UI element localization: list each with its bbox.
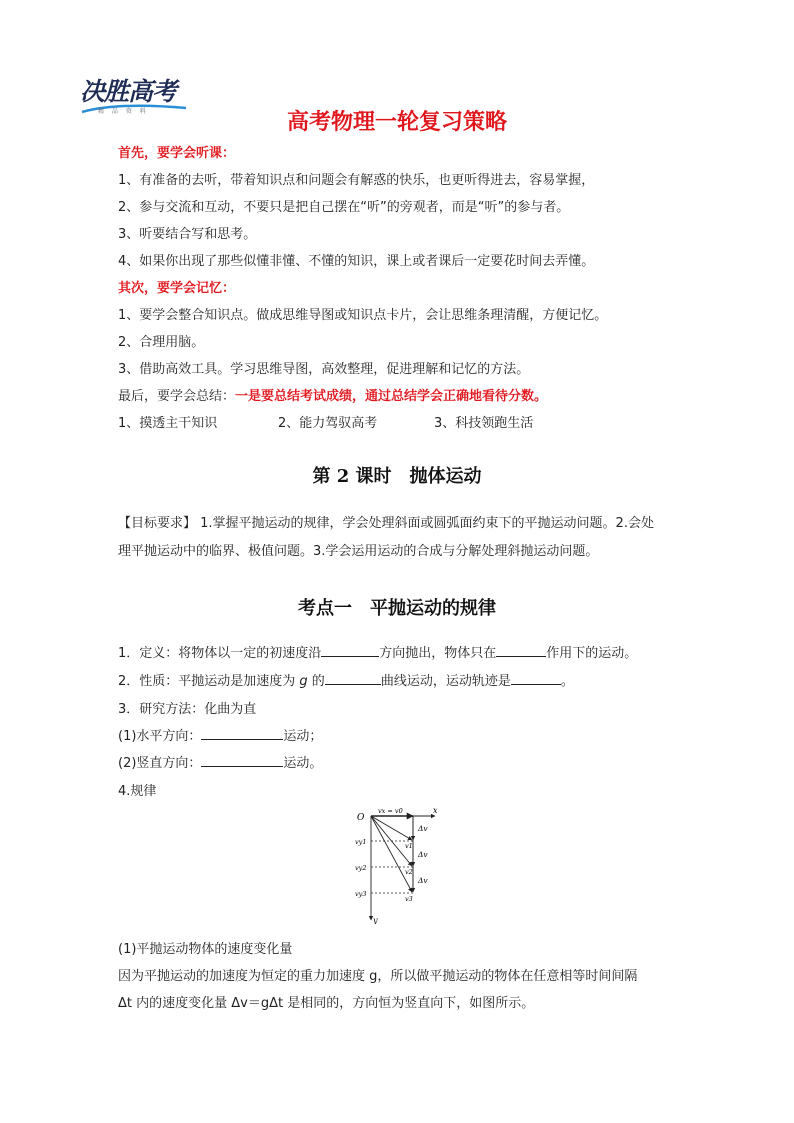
- final-red-text: 一是要总结考试成绩，通过总结学会正确地看待分数。: [235, 389, 548, 404]
- vert-text-b: 运动。: [283, 756, 323, 771]
- def-text-b: 方向抛出，物体只在: [379, 646, 497, 661]
- prop-text-c: 曲线运动，运动轨迹是: [380, 674, 511, 689]
- dv-label-1: Δv: [418, 824, 428, 833]
- blank-trajectory: [511, 672, 561, 685]
- definition-line: [118, 642, 637, 661]
- column-1: 1、摸透主干知识: [118, 416, 218, 431]
- law-line: 4.规律: [118, 784, 157, 799]
- main-title: 高考物理一轮复习策略: [286, 110, 507, 135]
- summary-columns: [118, 412, 533, 431]
- lesson-title: 第 2 课时 抛体运动: [312, 466, 482, 487]
- origin-label: O: [357, 813, 365, 823]
- vy1-label: vy1: [355, 838, 367, 846]
- x-axis-label: x: [433, 806, 438, 815]
- final-prefix: 最后，要学会总结：: [118, 389, 236, 404]
- goal-line-2: 理平抛运动中的临界、极值问题。3.学会运用运动的合成与分解处理斜抛运动问题。: [118, 544, 599, 559]
- vx-label: vx = v0: [378, 807, 403, 815]
- horiz-text-a: (1)水平方向：: [118, 729, 202, 744]
- blank-motion-type: [325, 672, 381, 685]
- column-3: 3、科技领跑生活: [434, 416, 534, 431]
- paragraph-line-2: Δt 内的速度变化量 Δv＝gΔt 是相同的，方向恒为竖直向下，如图所示。: [118, 996, 535, 1011]
- blank-direction: [321, 644, 379, 657]
- horizontal-line: [118, 725, 322, 744]
- memory-item-2: 2、合理用脑。: [118, 335, 205, 350]
- vy2-label: vy2: [355, 864, 367, 872]
- horiz-text-b: 运动；: [283, 729, 323, 744]
- listen-item-1: 1、有准备的去听，带着知识点和问题会有解惑的快乐，也更听得进去，容易掌握，: [118, 173, 595, 188]
- blank-vertical: [201, 754, 283, 767]
- velocity-change-diagram: [353, 804, 443, 924]
- sub-heading-velocity-change: (1)平抛运动物体的速度变化量: [118, 942, 293, 957]
- property-line: [118, 670, 574, 689]
- def-text-a: 1．定义：将物体以一定的初速度沿: [118, 646, 322, 661]
- memory-item-3: 3、借助高效工具。学习思维导图，高效整理，促进理解和记忆的方法。: [118, 362, 530, 377]
- listen-item-4: 4、如果你出现了那些似懂非懂、不懂的知识，课上或者课后一定要花时间去弄懂。: [118, 254, 595, 269]
- dv-label-2: Δv: [418, 850, 428, 859]
- blank-horizontal: [201, 727, 283, 740]
- vy3-label: vy3: [355, 890, 367, 898]
- logo-text: 决胜高考: [80, 77, 177, 106]
- prop-text-d: 。: [560, 674, 574, 689]
- prop-text-a: 2．性质：平抛运动是加速度为: [118, 674, 300, 689]
- v2-label: v2: [405, 868, 413, 876]
- paragraph-line-1: 因为平抛运动的加速度为恒定的重力加速度 g，所以做平抛运动的物体在任意相等时间间隔: [118, 969, 638, 984]
- blank-force: [496, 644, 546, 657]
- vertical-line: [118, 752, 322, 771]
- def-text-c: 作用下的运动。: [546, 646, 638, 661]
- listen-item-2: 2、参与交流和互动，不要只是把自己摆在“听”的旁观者，而是“听”的参与者。: [118, 200, 570, 215]
- column-2: 2、能力驾驭高考: [278, 416, 378, 431]
- prop-g: g: [299, 674, 308, 689]
- vert-text-a: (2)竖直方向：: [118, 756, 202, 771]
- heading-listen: 首先，要学会听课：: [118, 146, 236, 161]
- dv-label-3: Δv: [418, 876, 428, 885]
- heading-memory: 其次，要学会记忆：: [118, 281, 236, 296]
- goal-line-1: [118, 512, 654, 531]
- listen-item-3: 3、听要结合写和思考。: [118, 227, 257, 242]
- point1-title: 考点一 平抛运动的规律: [298, 598, 496, 619]
- goal-label: 【目标要求】: [118, 516, 197, 531]
- goal-text-1: 1.掌握平抛运动的规律，学会处理斜面或圆弧面约束下的平抛运动问题。2.会处: [196, 516, 654, 531]
- prop-text-b: 的: [307, 674, 325, 689]
- memory-item-1: 1、要学会整合知识点。做成思维导图或知识点卡片，会让思维条理清醒，方便记忆。: [118, 308, 608, 323]
- final-summary: [118, 385, 547, 404]
- v3-vector: [371, 816, 412, 892]
- logo-subtitle: 精 品 资 料: [98, 108, 149, 115]
- v1-label: v1: [405, 842, 413, 850]
- y-axis-label: y: [373, 916, 378, 924]
- v3-label: v3: [405, 895, 413, 903]
- method-line: 3．研究方法：化曲为直: [118, 702, 257, 717]
